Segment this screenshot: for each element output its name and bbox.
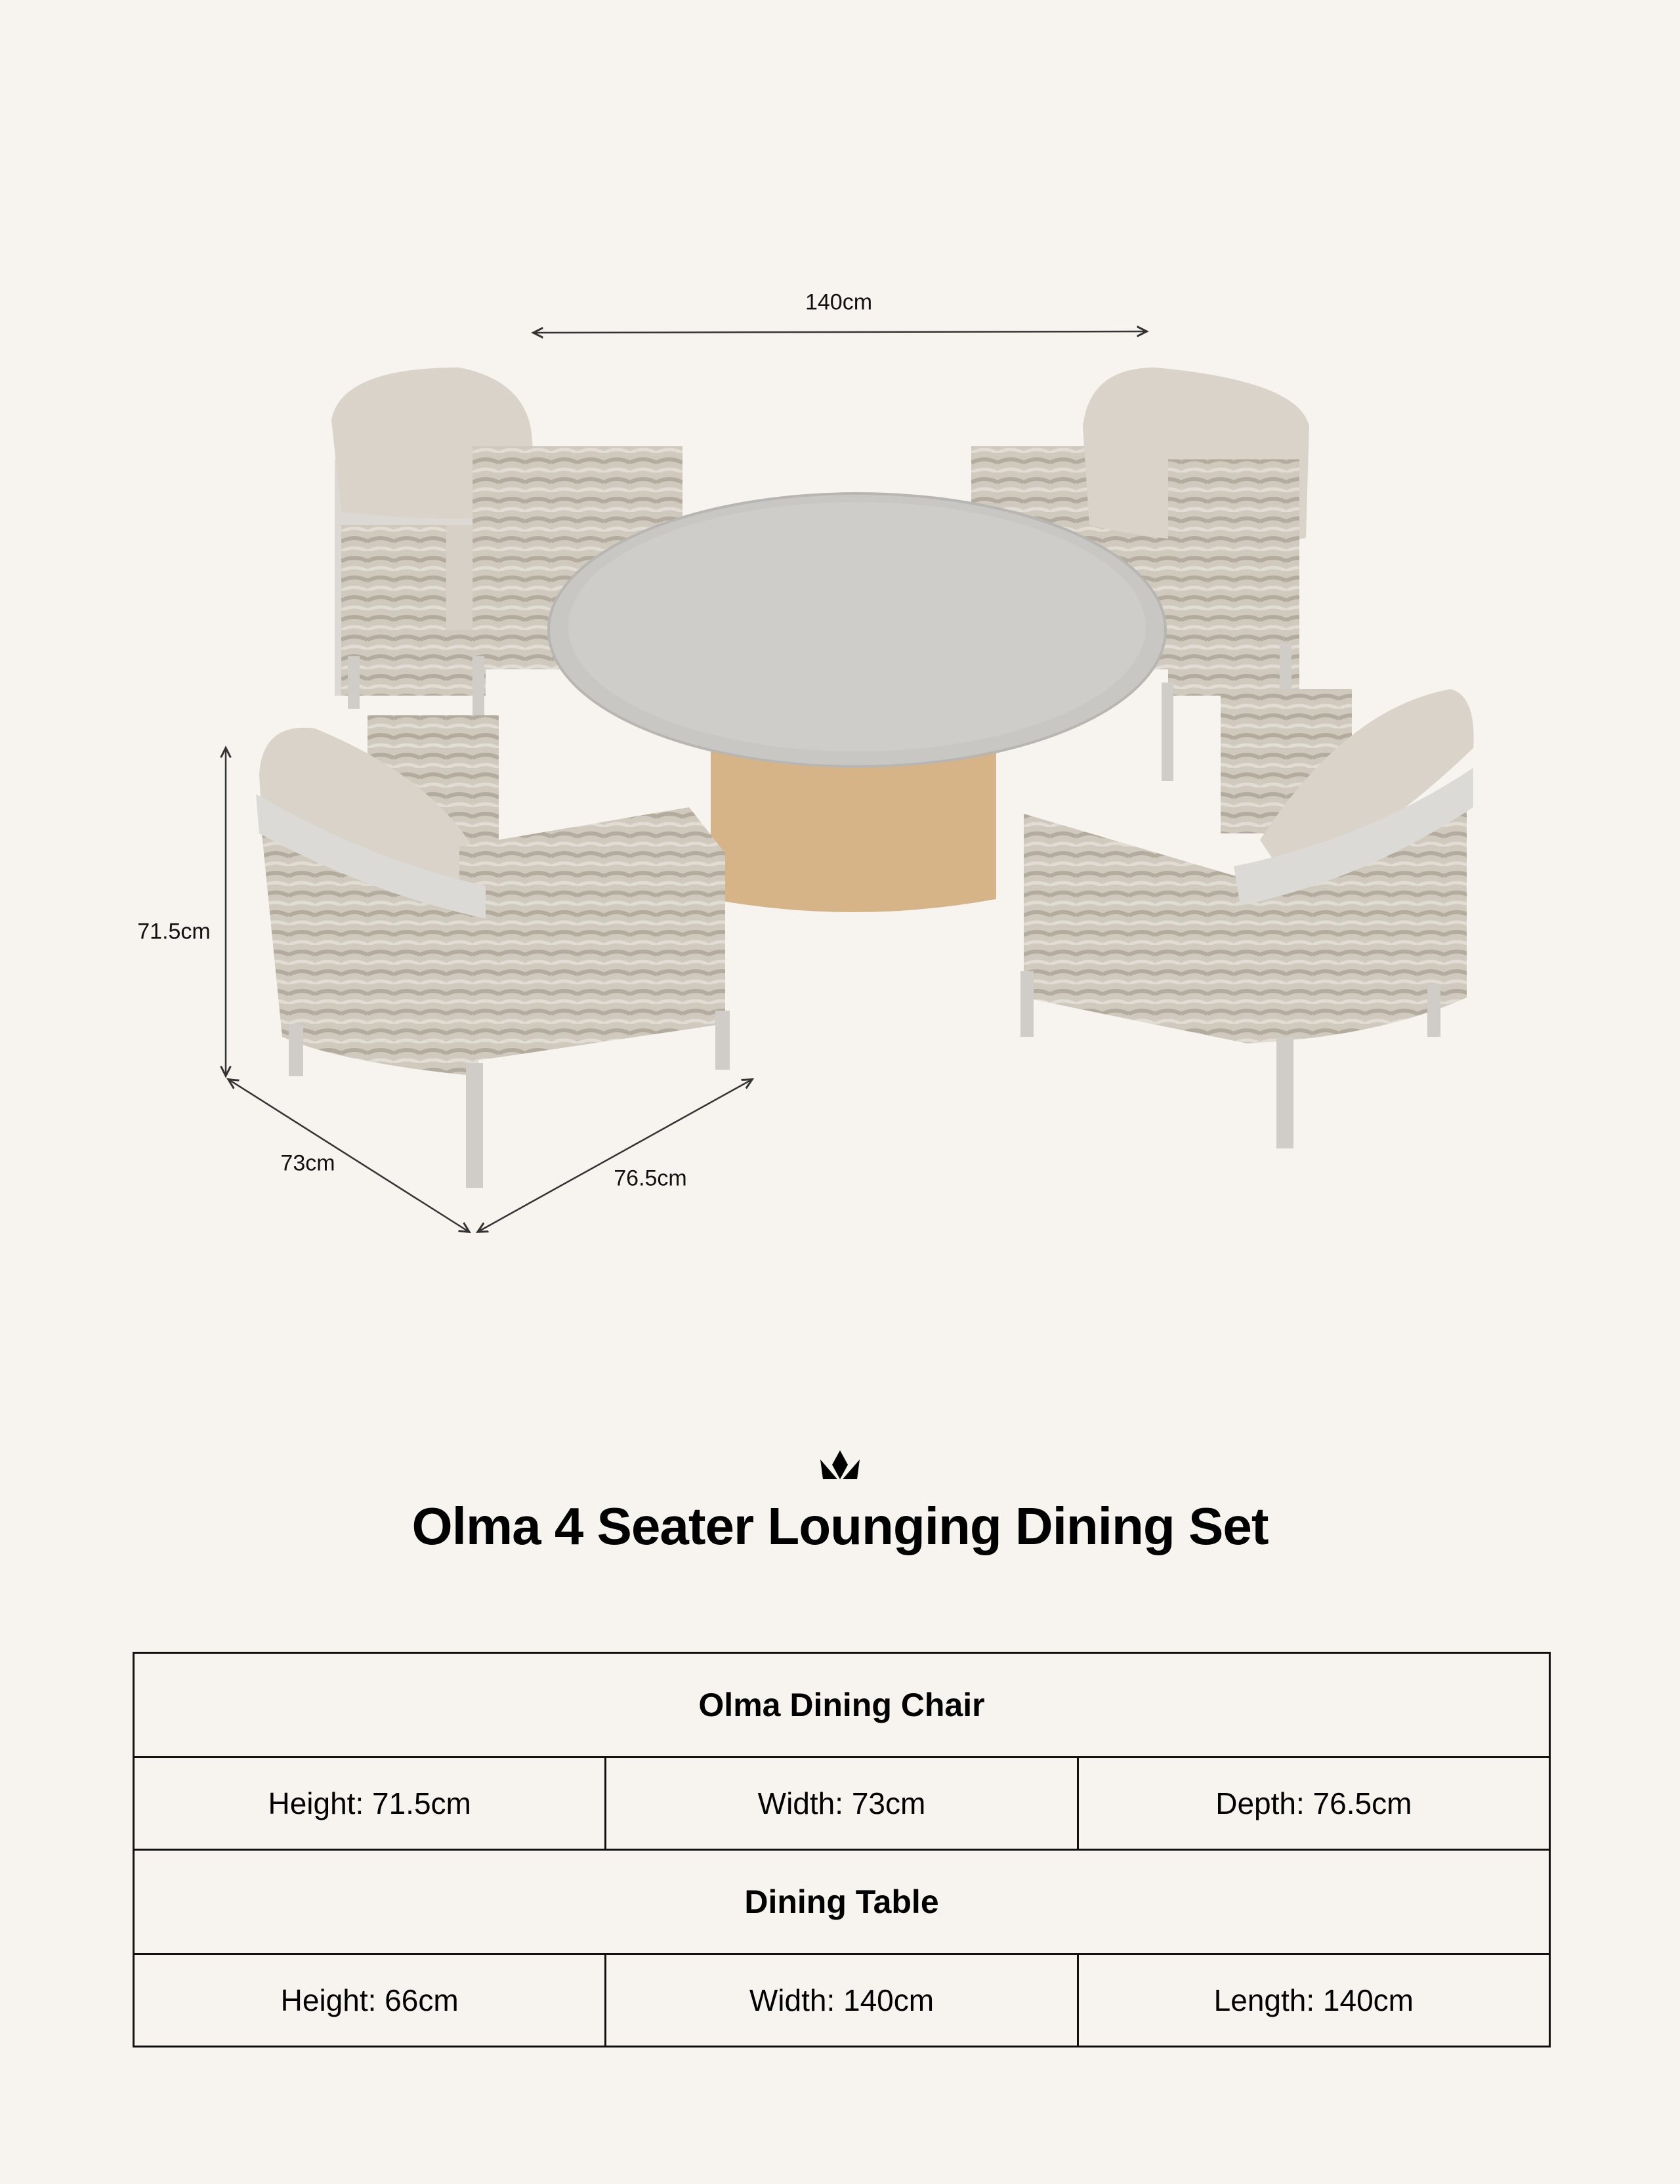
chair-height-cell: Height: 71.5cm — [134, 1757, 606, 1850]
table-row — [134, 1954, 1550, 2047]
dimension-label-table-width: 140cm — [805, 289, 873, 315]
crown-icon — [819, 1449, 861, 1482]
dimension-label-chair-depth: 76.5cm — [614, 1166, 687, 1191]
table-length-cell: Length: 140cm — [1078, 1954, 1549, 2047]
chair-width-cell: Width: 73cm — [606, 1757, 1078, 1850]
page-title: Olma 4 Seater Lounging Dining Set — [411, 1497, 1269, 1555]
table-height-cell: Height: 66cm — [134, 1954, 606, 2047]
dimension-line-table-width — [535, 331, 1145, 333]
table-width-cell: Width: 140cm — [606, 1954, 1078, 2047]
dimension-label-chair-width: 73cm — [280, 1150, 335, 1176]
table-row — [134, 1850, 1550, 1954]
section-heading-table: Dining Table — [134, 1850, 1550, 1954]
chair-depth-cell: Depth: 76.5cm — [1078, 1757, 1549, 1850]
table-row — [134, 1757, 1550, 1850]
table-row — [134, 1653, 1550, 1757]
spec-table — [133, 1652, 1551, 2048]
section-heading-chair: Olma Dining Chair — [134, 1653, 1550, 1757]
dimension-line-chair-depth — [479, 1080, 751, 1231]
chair-front-right — [1020, 689, 1474, 1148]
dimension-line-chair-width — [230, 1080, 468, 1231]
dimension-label-chair-height: 71.5cm — [137, 919, 211, 944]
chair-front-left — [256, 715, 730, 1188]
